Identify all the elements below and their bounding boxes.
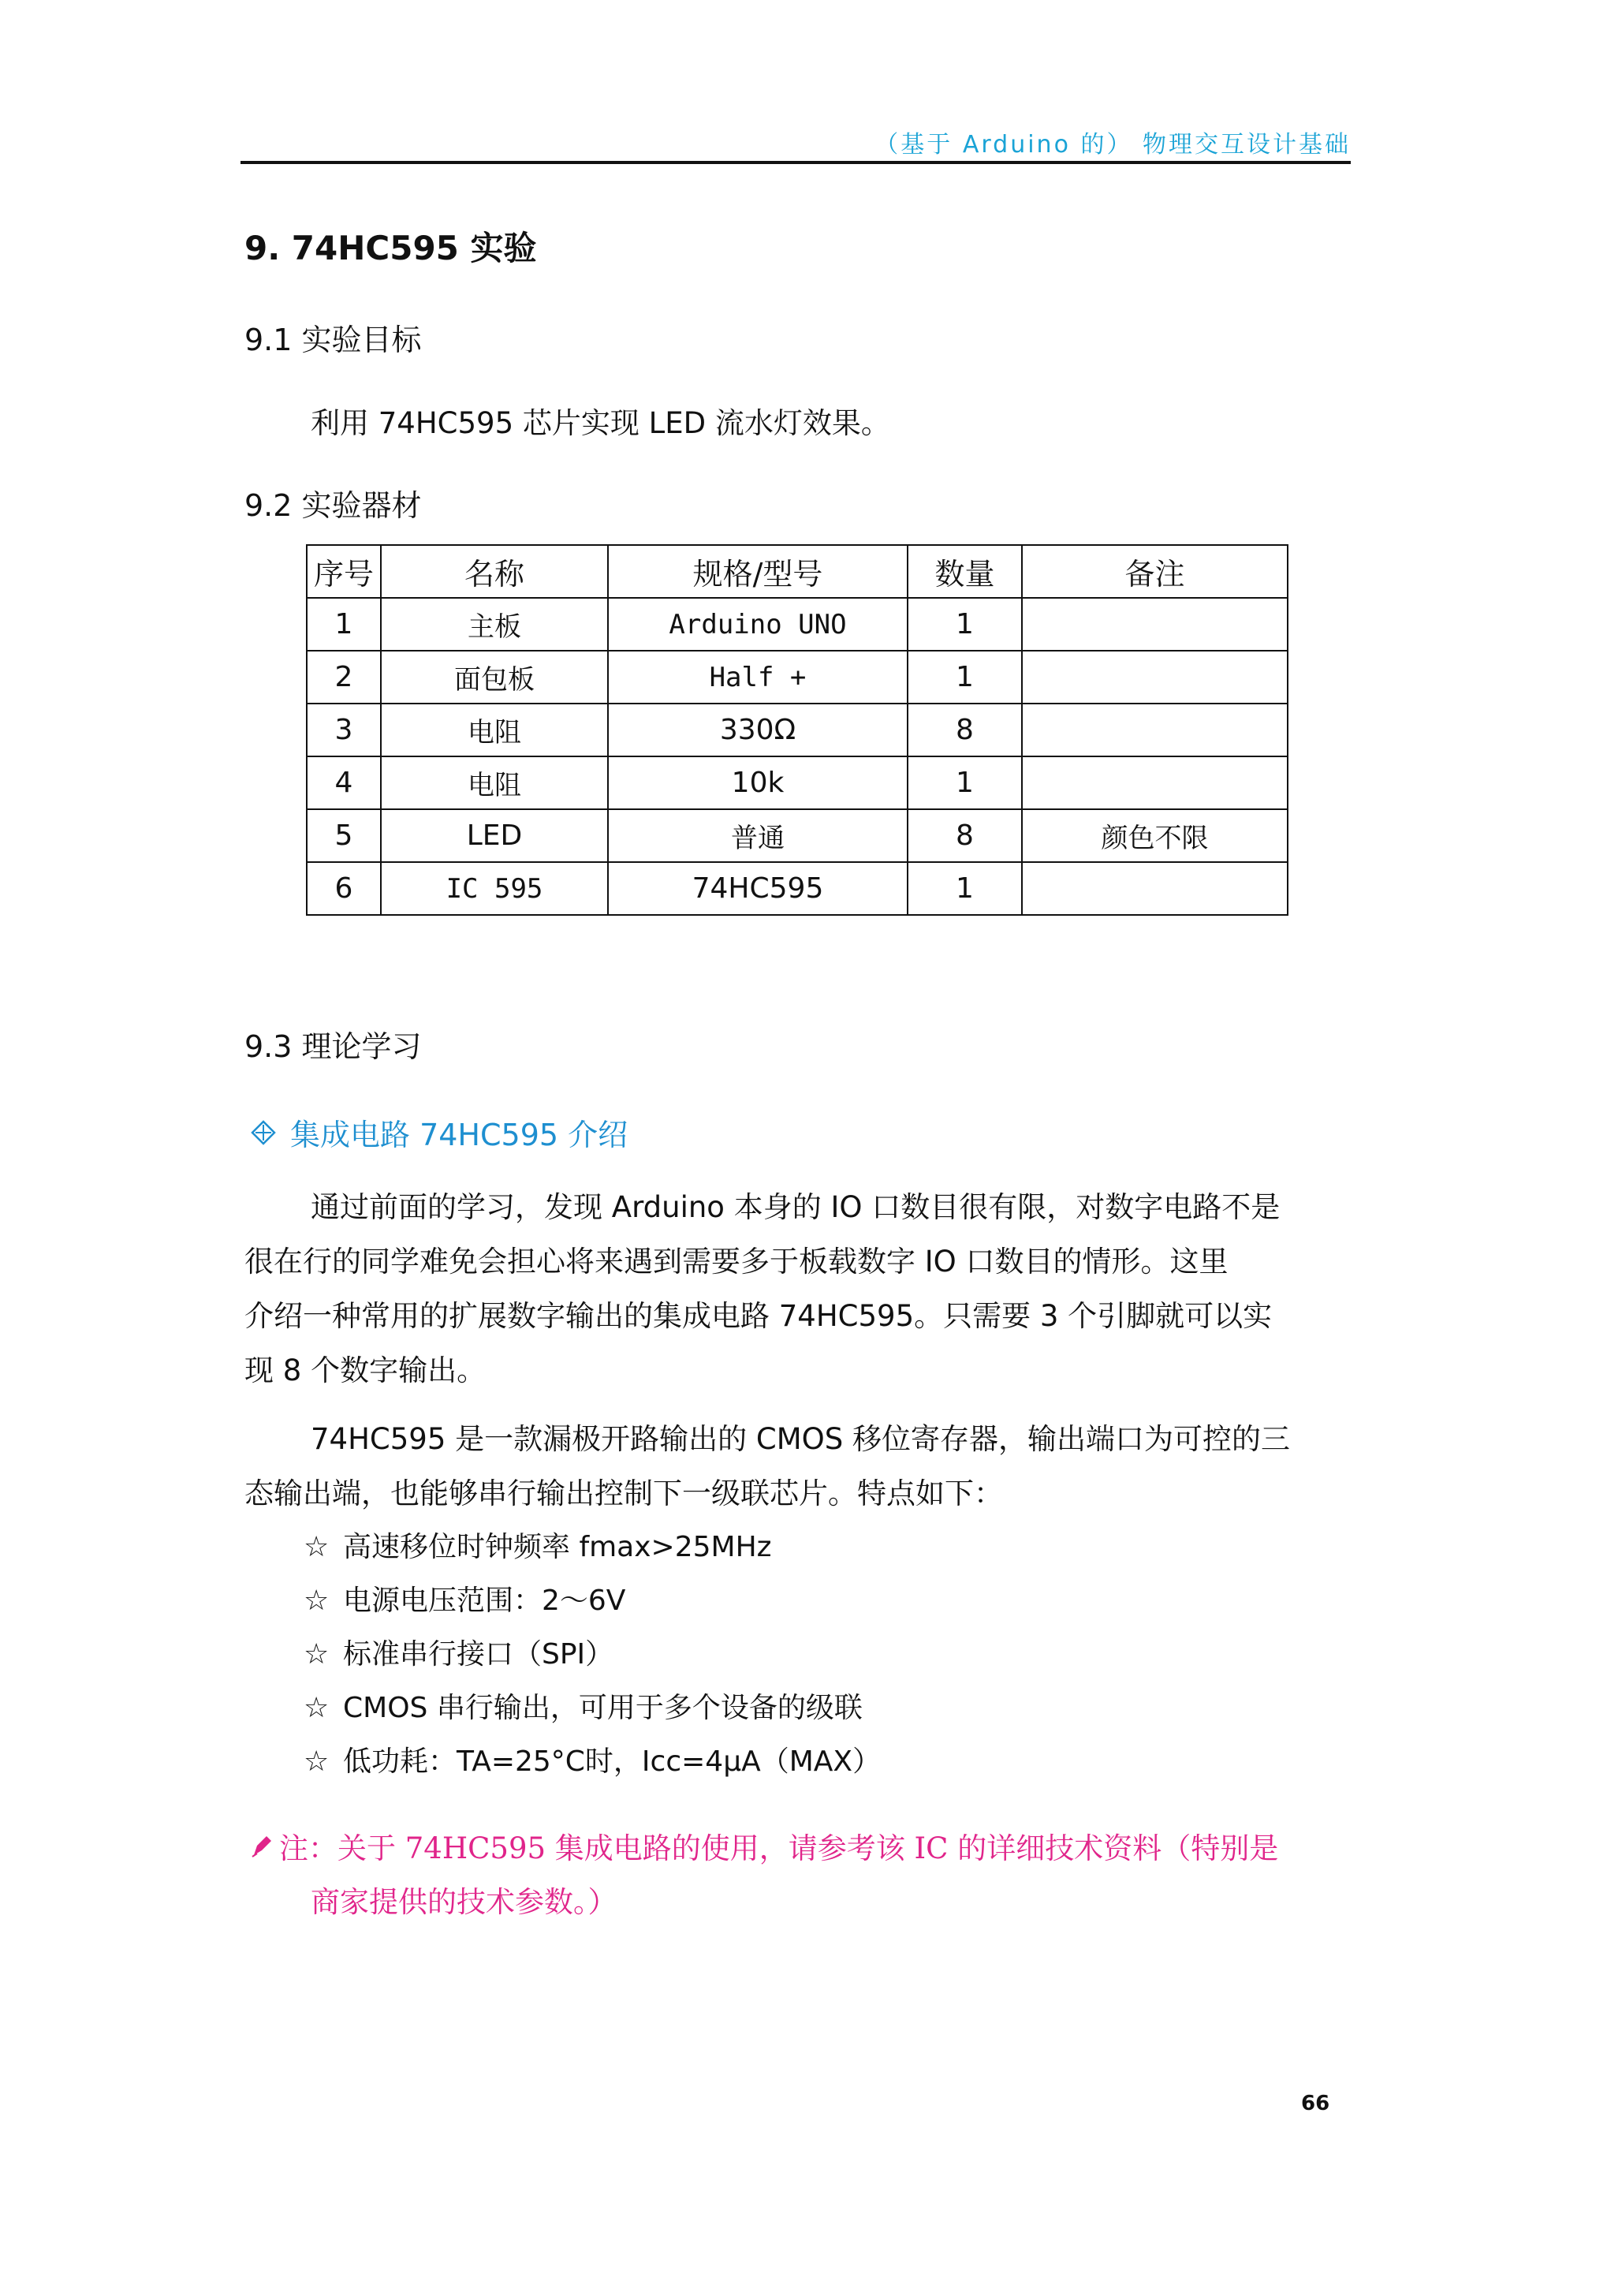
feature-text: 高速移位时钟频率 fmax>25MHz [343, 1531, 772, 1563]
table-cell: 74HC595 [608, 862, 908, 915]
note-line [251, 1822, 1355, 1876]
table-cell [1022, 598, 1288, 651]
goal-text: 利用 74HC595 芯片实现 LED 流水灯效果。 [311, 406, 890, 440]
table-row [307, 809, 1288, 862]
table-cell: 3 [307, 704, 381, 756]
list-item [304, 1521, 881, 1574]
star-icon: ☆ [304, 1745, 330, 1778]
paragraph-line: 很在行的同学难免会担心将来遇到需要多于板载数字 IO 口数目的情形。这里 [244, 1245, 1229, 1279]
table-row [307, 651, 1288, 704]
section-heading-materials: 9.2 实验器材 [244, 488, 422, 523]
list-item [304, 1574, 881, 1628]
table-row [307, 756, 1288, 809]
table-cell: 330Ω [608, 704, 908, 756]
feature-text: 低功耗：TA=25°C时，Icc=4μA（MAX） [343, 1745, 882, 1778]
list-item [304, 1735, 881, 1789]
table-cell: 面包板 [381, 651, 608, 704]
star-icon: ☆ [304, 1692, 330, 1724]
table-cell: 4 [307, 756, 381, 809]
subheading-text: 集成电路 74HC595 介绍 [290, 1118, 628, 1152]
table-cell: 2 [307, 651, 381, 704]
table-cell: 1 [908, 756, 1022, 809]
table-cell: 5 [307, 809, 381, 862]
materials-table [306, 544, 1288, 916]
column-header: 规格/型号 [608, 545, 908, 598]
table-cell: Arduino UNO [608, 598, 908, 651]
paragraph-line: 介绍一种常用的扩展数字输出的集成电路 74HC595。只需要 3 个引脚就可以实 [244, 1299, 1273, 1333]
header-divider [241, 161, 1351, 164]
column-header: 备注 [1022, 545, 1288, 598]
table-cell: 主板 [381, 598, 608, 651]
column-header: 序号 [307, 545, 381, 598]
list-item [304, 1682, 881, 1735]
table-row [307, 862, 1288, 915]
table-cell: 电阻 [381, 704, 608, 756]
intro-paragraph [244, 1180, 1356, 1398]
section-heading-goal: 9.1 实验目标 [244, 323, 422, 357]
table-cell: 6 [307, 862, 381, 915]
feature-text: 电源电压范围：2～6V [343, 1585, 626, 1617]
page-number: 66 [1301, 2092, 1330, 2115]
pen-icon [251, 1822, 279, 1876]
chapter-title: 9. 74HC595 实验 [244, 229, 537, 267]
note-box [251, 1822, 1355, 1929]
table-row [307, 704, 1288, 756]
table-cell: LED [381, 809, 608, 862]
paragraph-line: 74HC595 是一款漏极开路输出的 CMOS 移位寄存器，输出端口为可控的三 [311, 1422, 1291, 1456]
table-cell: 8 [908, 809, 1022, 862]
table-cell [1022, 651, 1288, 704]
table-cell: IC 595 [381, 862, 608, 915]
table-cell: 1 [908, 598, 1022, 651]
running-header: （基于 Arduino 的） 物理交互设计基础 [874, 131, 1351, 159]
table-cell: 1 [908, 651, 1022, 704]
table-cell [1022, 704, 1288, 756]
list-item [304, 1628, 881, 1682]
star-icon: ☆ [304, 1638, 330, 1671]
note-line: 商家提供的技术参数。） [311, 1885, 617, 1919]
table-cell: 8 [908, 704, 1022, 756]
paragraph-line: 态输出端，也能够串行输出控制下一级联芯片。特点如下： [244, 1477, 1003, 1510]
table-cell: 10k [608, 756, 908, 809]
table-cell: 颜色不限 [1022, 809, 1288, 862]
description-paragraph [244, 1412, 1356, 1521]
column-header: 名称 [381, 545, 608, 598]
note-text: 注：关于 74HC595 集成电路的使用，请参考该 IC 的详细技术资料（特别是 [279, 1831, 1279, 1865]
table-cell: 电阻 [381, 756, 608, 809]
feature-text: CMOS 串行输出，可用于多个设备的级联 [343, 1692, 863, 1724]
subheading-74hc595 [251, 1111, 628, 1154]
table-cell: 普通 [608, 809, 908, 862]
paragraph-line: 现 8 个数字输出。 [244, 1353, 487, 1387]
paragraph-line: 通过前面的学习，发现 Arduino 本身的 IO 口数目很有限，对数字电路不是 [311, 1190, 1281, 1224]
feature-list [304, 1521, 881, 1789]
feature-text: 标准串行接口（SPI） [343, 1638, 614, 1671]
table-header-row [307, 545, 1288, 598]
table-cell: 1 [307, 598, 381, 651]
diamond-icon [251, 1118, 290, 1152]
table-cell: 1 [908, 862, 1022, 915]
star-icon: ☆ [304, 1531, 330, 1563]
table-cell [1022, 862, 1288, 915]
table-cell: Half + [608, 651, 908, 704]
table-cell [1022, 756, 1288, 809]
table-row [307, 598, 1288, 651]
section-heading-theory: 9.3 理论学习 [244, 1029, 422, 1064]
star-icon: ☆ [304, 1585, 330, 1617]
column-header: 数量 [908, 545, 1022, 598]
